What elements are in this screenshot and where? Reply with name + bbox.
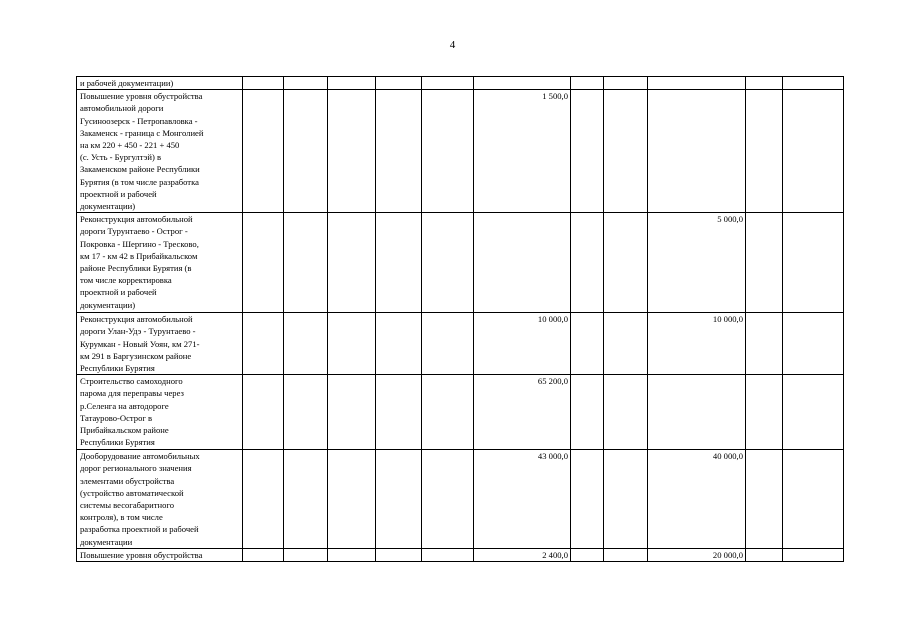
value-cell	[422, 77, 474, 90]
value-cell	[783, 375, 844, 450]
value-cell	[648, 375, 746, 450]
value-cell: 1 500,0	[474, 90, 571, 213]
value-cell	[284, 450, 328, 549]
value-cell	[571, 77, 604, 90]
value-cell	[328, 375, 376, 450]
value-cell	[474, 77, 571, 90]
row-description: Реконструкция автомобильной дороги Турунтаево - Острог - Покровка - Шергино - Тресково, км 17 - км 42 в Прибайкальском районе Республики Бурятия (в том числе корректировка проектной и рабочей документации)	[77, 213, 243, 313]
value-cell	[604, 450, 648, 549]
table-row	[77, 549, 844, 562]
value-cell	[604, 213, 648, 313]
value-cell	[284, 77, 328, 90]
value-cell: 10 000,0	[474, 313, 571, 375]
table-body	[77, 77, 844, 562]
value-cell	[376, 313, 422, 375]
value-cell	[243, 213, 284, 313]
value-cell	[284, 213, 328, 313]
value-cell	[571, 90, 604, 213]
value-cell	[328, 90, 376, 213]
value-cell	[746, 90, 783, 213]
value-cell	[243, 375, 284, 450]
value-cell	[243, 313, 284, 375]
row-description: Повышение уровня обустройства	[77, 549, 243, 562]
value-cell	[422, 450, 474, 549]
table-row	[77, 450, 844, 549]
table-row	[77, 313, 844, 375]
value-cell	[746, 313, 783, 375]
value-cell	[783, 313, 844, 375]
value-cell	[604, 77, 648, 90]
value-cell	[571, 213, 604, 313]
table-row	[77, 375, 844, 450]
value-cell	[571, 313, 604, 375]
value-cell	[474, 213, 571, 313]
value-cell	[604, 549, 648, 562]
value-cell	[783, 213, 844, 313]
value-cell: 43 000,0	[474, 450, 571, 549]
value-cell	[604, 90, 648, 213]
value-cell	[422, 313, 474, 375]
value-cell	[648, 90, 746, 213]
value-cell	[376, 375, 422, 450]
row-description: Реконструкция автомобильной дороги Улан-Удэ - Турунтаево - Курумкан - Новый Уоян, км 271- км 291 в Баргузинском районе Республики Бурятия	[77, 313, 243, 375]
value-cell	[243, 77, 284, 90]
value-cell	[328, 549, 376, 562]
row-description: и рабочей документации)	[77, 77, 243, 90]
value-cell	[376, 90, 422, 213]
value-cell	[284, 313, 328, 375]
page-number: 4	[449, 39, 456, 51]
value-cell	[422, 90, 474, 213]
value-cell	[422, 549, 474, 562]
value-cell	[746, 77, 783, 90]
value-cell	[284, 90, 328, 213]
value-cell	[783, 549, 844, 562]
value-cell	[243, 90, 284, 213]
value-cell	[328, 450, 376, 549]
value-cell	[746, 375, 783, 450]
value-cell	[783, 77, 844, 90]
value-cell	[328, 313, 376, 375]
value-cell: 10 000,0	[648, 313, 746, 375]
table-row	[77, 213, 844, 313]
budget-table	[76, 76, 844, 562]
value-cell	[571, 375, 604, 450]
value-cell: 5 000,0	[648, 213, 746, 313]
value-cell	[284, 375, 328, 450]
value-cell: 20 000,0	[648, 549, 746, 562]
value-cell	[422, 213, 474, 313]
value-cell	[604, 313, 648, 375]
value-cell	[783, 90, 844, 213]
value-cell	[376, 450, 422, 549]
value-cell	[648, 77, 746, 90]
value-cell	[746, 450, 783, 549]
row-description: Строительство самоходного парома для переправы через р.Селенга на автодороге Татаурово-Острог в Прибайкальском районе Республики Бурятия	[77, 375, 243, 450]
row-description: Дооборудование автомобильных дорог регионального значения элементами обустройства (устройство автоматической системы весогабаритного контроля), в том числе разработка проектной и рабочей документации	[77, 450, 243, 549]
table-row	[77, 90, 844, 213]
value-cell	[376, 213, 422, 313]
table-row	[77, 77, 844, 90]
value-cell	[783, 450, 844, 549]
value-cell	[604, 375, 648, 450]
value-cell: 65 200,0	[474, 375, 571, 450]
value-cell	[571, 450, 604, 549]
value-cell	[571, 549, 604, 562]
value-cell	[376, 549, 422, 562]
value-cell	[284, 549, 328, 562]
row-description: Повышение уровня обустройства автомобильной дороги Гусиноозерск - Петропавловка - Закаменск - граница с Монголией на км 220 + 450 - 221 + 450 (с. Усть - Бургултэй) в Закаменском районе Республики Бурятия (в том числе разработка проектной и рабочей документации)	[77, 90, 243, 213]
value-cell: 40 000,0	[648, 450, 746, 549]
value-cell	[376, 77, 422, 90]
value-cell	[328, 77, 376, 90]
value-cell	[422, 375, 474, 450]
value-cell: 2 400,0	[474, 549, 571, 562]
value-cell	[243, 549, 284, 562]
value-cell	[243, 450, 284, 549]
value-cell	[746, 549, 783, 562]
value-cell	[746, 213, 783, 313]
value-cell	[328, 213, 376, 313]
